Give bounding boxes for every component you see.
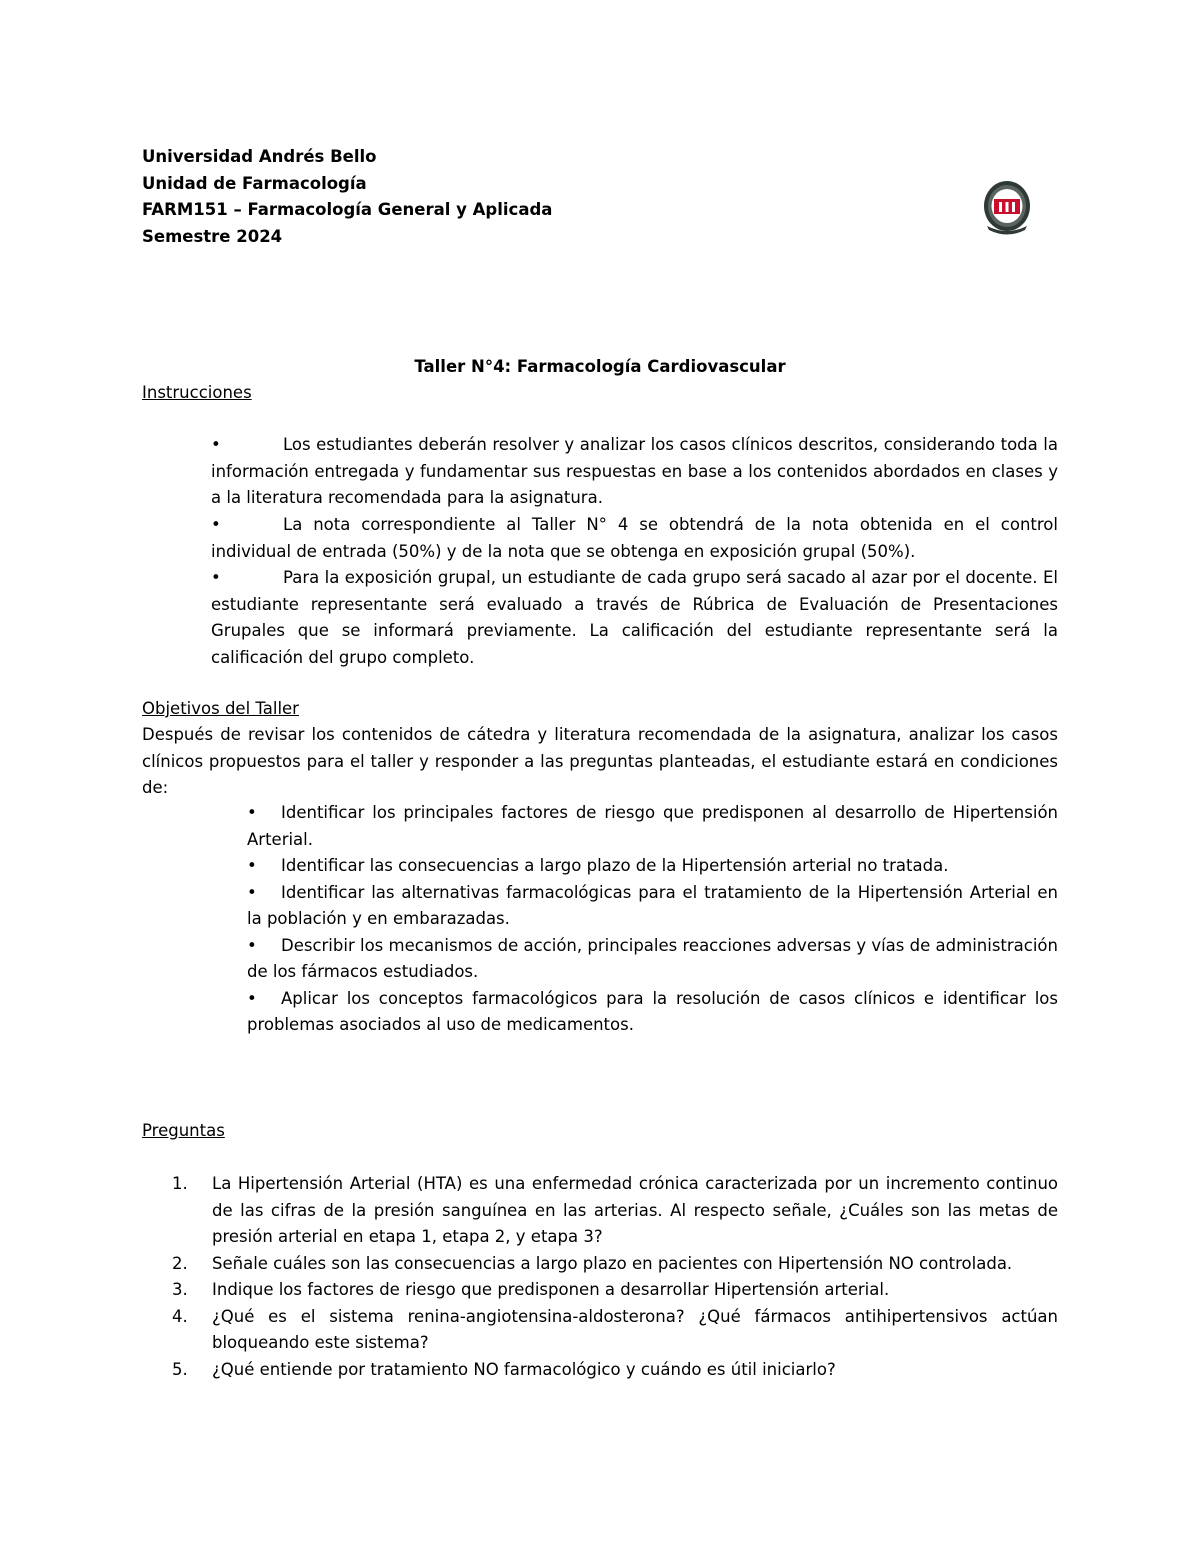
question-item [172, 1171, 1058, 1251]
list-item: • Identificar los principales factores de riesgo que predisponen al desarrollo de Hipertensión Arterial. [247, 800, 1058, 853]
bullet-icon: • [247, 988, 257, 1008]
list-item: • Identificar las alternativas farmacológicas para el tratamiento de la Hipertensión Arterial en la población y en embarazadas. [247, 880, 1058, 933]
objectives-heading: Objetivos del Taller [142, 699, 299, 718]
question-text: ¿Qué entiende por tratamiento NO farmacológico y cuándo es útil iniciarlo? [212, 1359, 836, 1379]
question-item [172, 1357, 1058, 1384]
question-text: ¿Qué es el sistema renina-angiotensina-aldosterona? ¿Qué fármacos antihipertensivos actúan bloqueando este sistema? [212, 1306, 1058, 1352]
bullet-icon: • [211, 568, 221, 587]
bullet-icon: • [211, 515, 221, 534]
unit-name: Unidad de Farmacología [142, 173, 367, 193]
question-number: 2. [172, 1253, 188, 1273]
bullet-icon: • [247, 882, 257, 902]
question-text: Señale cuáles son las consecuencias a largo plazo en pacientes con Hipertensión NO controlada. [212, 1253, 1013, 1273]
instruction-item: • Los estudiantes deberán resolver y analizar los casos clínicos descritos, considerando toda la información entregada y fundamentar sus respuestas en base a los contenidos abordados en clases y a la literatura recomendada para la asignatura. [211, 432, 1058, 512]
university-name: Universidad Andrés Bello [142, 147, 377, 166]
bullet-icon: • [247, 935, 257, 955]
instruction-item: • La nota correspondiente al Taller N° 4 se obtendrá de la nota obtenida en el control individual de entrada (50%) y de la nota que se obtenga en exposición grupal (50%). [211, 512, 1058, 565]
question-text: Indique los factores de riesgo que predisponen a desarrollar Hipertensión arterial. [212, 1280, 890, 1299]
questions-list [172, 1171, 1058, 1383]
question-item [172, 1304, 1058, 1357]
document-title: Taller N°4: Farmacología Cardiovascular [414, 357, 786, 376]
document-header [142, 144, 552, 250]
course-name: FARM151 – Farmacología General y Aplicada [142, 200, 553, 219]
list-item: • Identificar las consecuencias a largo plazo de la Hipertensión arterial no tratada. [247, 853, 1058, 880]
questions-heading: Preguntas [142, 1121, 225, 1140]
bullet-icon: • [211, 435, 221, 454]
objectives-list [247, 800, 1058, 1039]
objectives-intro: Después de revisar los contenidos de cátedra y literatura recomendada de la asignatura, analizar los casos clínicos propuestos para el taller y responder a las preguntas planteadas, el estudiante estará en condiciones de: [142, 725, 1058, 797]
question-number: 5. [172, 1359, 188, 1379]
question-text: La Hipertensión Arterial (HTA) es una enfermedad crónica caracterizada por un incremento continuo de las cifras de la presión sanguínea en las arterias. Al respecto señale, ¿Cuáles son las metas de presión arterial en etapa 1, etapa 2, y etapa 3? [212, 1174, 1058, 1246]
instructions-heading: Instrucciones [142, 383, 252, 402]
question-number: 1. [172, 1174, 188, 1193]
university-seal-icon [981, 172, 1033, 238]
instruction-item: • Para la exposición grupal, un estudiante de cada grupo será sacado al azar por el docente. El estudiante representante será evaluado a través de Rúbrica de Evaluación de Presentaciones Grupales que se informará previamente. La calificación del estudiante representante será la calificación del grupo completo. [211, 565, 1058, 671]
semester: Semestre 2024 [142, 226, 283, 246]
bullet-icon: • [247, 803, 257, 822]
list-item: • Describir los mecanismos de acción, principales reacciones adversas y vías de administración de los fármacos estudiados. [247, 933, 1058, 986]
question-number: 4. [172, 1306, 188, 1326]
bullet-icon: • [247, 856, 257, 875]
question-item [172, 1251, 1058, 1278]
list-item: • Aplicar los conceptos farmacológicos para la resolución de casos clínicos e identificar los problemas asociados al uso de medicamentos. [247, 986, 1058, 1039]
question-number: 3. [172, 1280, 188, 1299]
question-item [172, 1277, 1058, 1304]
